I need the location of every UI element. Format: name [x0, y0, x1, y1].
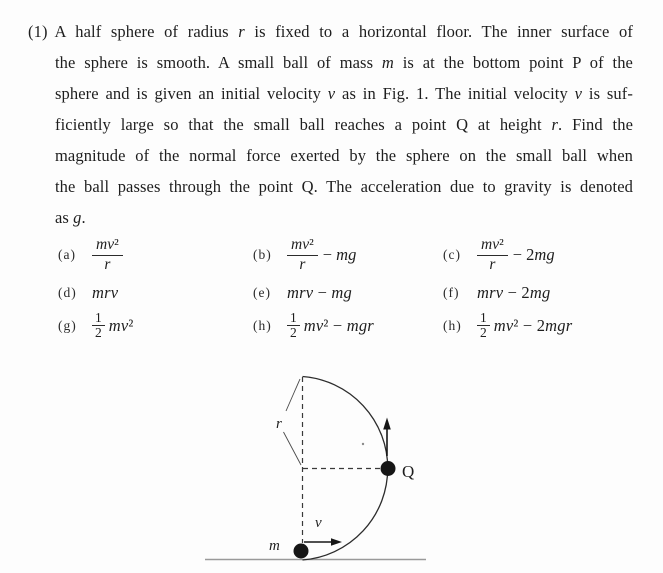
option-e: (e) mrv − mg — [253, 283, 352, 302]
option-f: (f) mrv − 2mg — [443, 283, 551, 302]
fraction: $\frac{\text{mv²}}{r}$ — [287, 237, 318, 273]
fraction: $\frac{\text{mv²}}{r}$ — [92, 237, 123, 273]
option-label: (b) — [253, 247, 272, 263]
radius-label: r — [276, 416, 282, 432]
problem-line-text: A half sphere of radius r is fixed to a horizontal floor. The inner surface of — [54, 22, 633, 41]
velocity-arrowhead-icon — [331, 538, 342, 546]
ball-m — [294, 544, 309, 559]
option-c: (c) $\frac{\text{mv²}}{r}$ − 2mg — [443, 236, 555, 273]
option-label: (f) — [443, 285, 460, 300]
option-b: (b) $\frac{\text{mv²}}{r}$ − mg — [253, 236, 357, 273]
option-h2: (h) $\frac{1}{2}$ mv² − 2mgr — [443, 310, 573, 341]
radius-leader-lower — [284, 432, 302, 465]
problem-line: ficiently large so that the small ball reaches a point Q at height r. Find the — [55, 115, 634, 134]
dot-mark — [362, 443, 364, 445]
option-a — [58, 237, 128, 273]
figure-hemisphere — [0, 360, 663, 573]
problem-line: as g. — [55, 208, 86, 227]
q-arrowhead-icon — [383, 418, 391, 430]
fraction: $\frac{\text{mv²}}{r}$ — [477, 237, 508, 273]
problem-line: sphere and is given an initial velocity v as in Fig. 1. The initial velocity v is suf- — [55, 84, 633, 103]
option-d: (d) mrv — [58, 283, 119, 302]
fraction: $\frac{1}{2}$ — [477, 311, 490, 340]
problem-line: magnitude of the normal force exerted by the sphere on the small ball when — [55, 146, 633, 165]
ball-q — [381, 461, 396, 476]
problem-line: the ball passes through the point Q. The acceleration due to gravity is denoted — [55, 177, 633, 196]
option-label: (h) — [443, 317, 462, 333]
problem-line — [28, 21, 633, 43]
problem-line: the sphere is smooth. A small ball of mass m is at the bottom point P of the — [55, 53, 633, 72]
option-label: (h) — [253, 317, 272, 333]
point-q-label: Q — [402, 462, 415, 481]
option-h1: (h) $\frac{1}{2}$ mv² − mgr — [253, 310, 374, 341]
fraction: $\frac{1}{2}$ — [92, 311, 105, 340]
radius-leader-upper — [286, 379, 300, 411]
options-row-1 — [0, 237, 663, 283]
velocity-label: v — [315, 515, 322, 531]
option-g: (g) $\frac{1}{2}$ mv² — [58, 310, 134, 341]
options-row-2 — [0, 283, 663, 305]
mass-label: m — [269, 538, 280, 554]
option-label: (a) — [58, 247, 76, 263]
fraction: $\frac{1}{2}$ — [287, 311, 300, 340]
option-label: (g) — [58, 317, 77, 333]
option-label: (d) — [58, 285, 77, 300]
question-number: (1) — [28, 22, 48, 41]
option-label: (e) — [253, 285, 271, 300]
option-label: (c) — [443, 247, 461, 263]
options-row-3 — [0, 311, 663, 347]
